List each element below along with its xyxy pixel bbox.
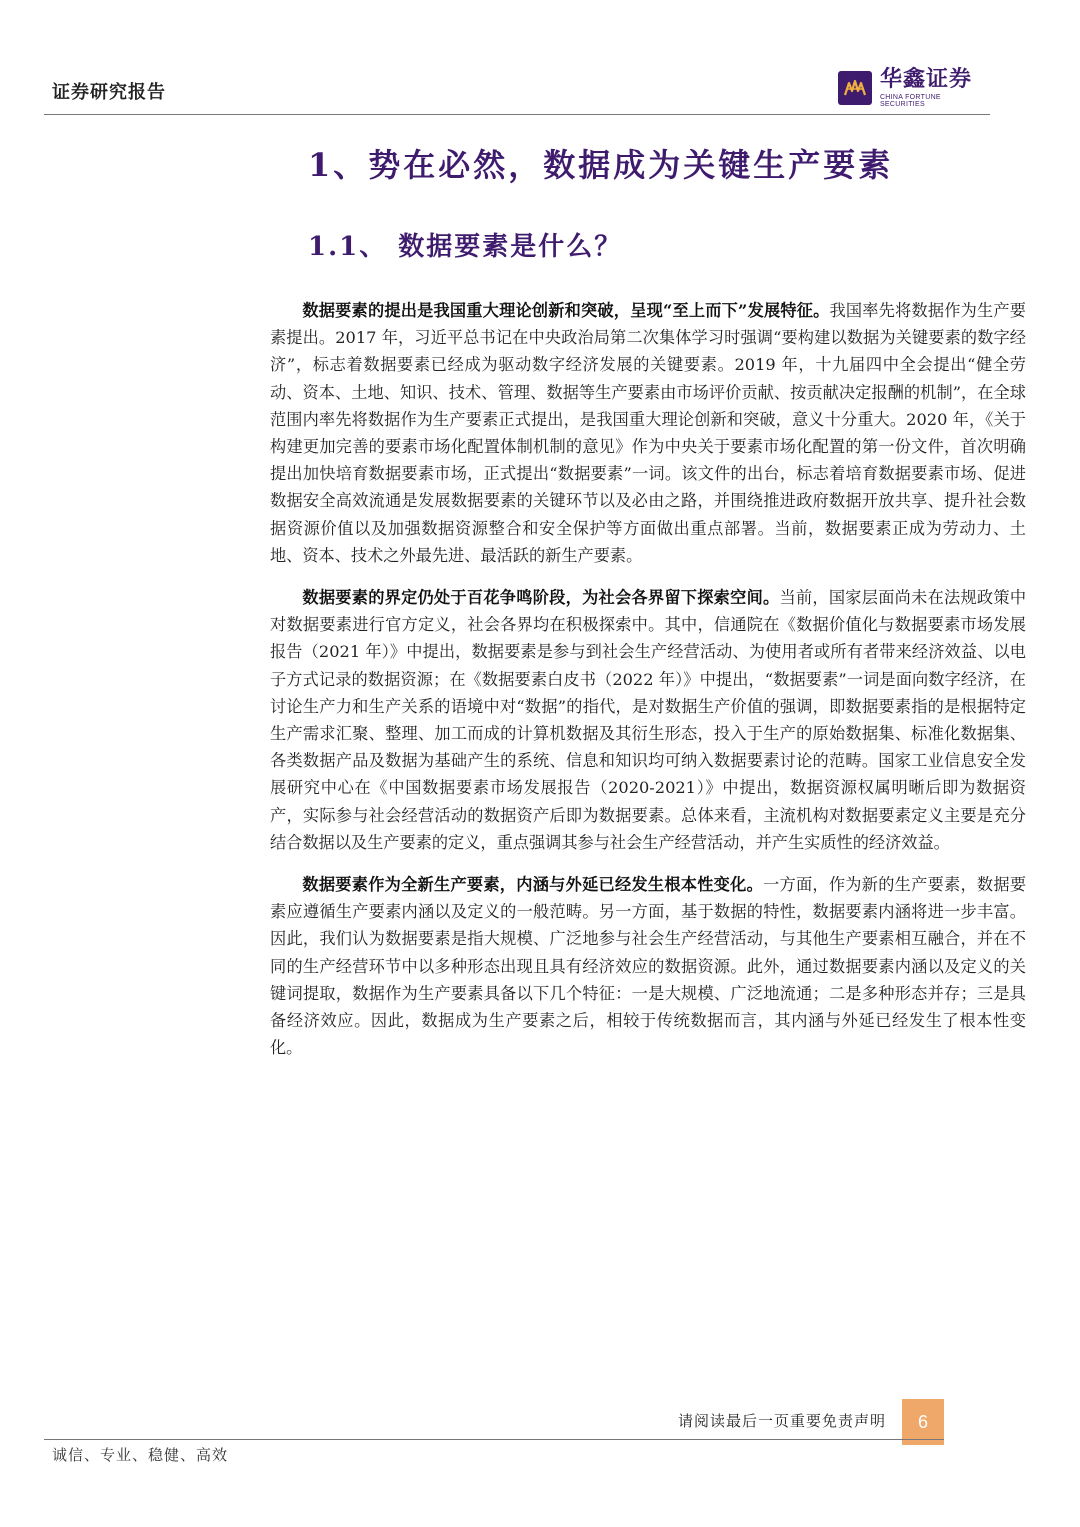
header-divider xyxy=(44,114,990,115)
body-text xyxy=(270,297,1026,1076)
paragraph-lead: 数据要素的界定仍处于百花争鸣阶段，为社会各界留下探索空间。 xyxy=(302,588,780,608)
paragraph-text: 一方面，作为新的生产要素，数据要素应遵循生产要素内涵以及定义的一般范畴。另一方面，基于数据的特性，数据要素内涵将进一步丰富。因此，我们认为数据要素是指大规模、广泛地参与社会生产经营活动，与其他生产要素相互融合，并在不同的生产经营环节中以多种形态出现且具有经济效应的数据资源。此外，通过数据要素内涵以及定义的关键词提取，数据作为生产要素具备以下几个特征：一是大规模、广泛地流通；二是多种形态并存；三是具备经济效应。因此，数据成为生产要素之后，相较于传统数据而言，其内涵与外延已经发生了根本性变化。 xyxy=(270,875,1027,1058)
subsection-heading: 1.1、 数据要素是什么？ xyxy=(308,232,623,262)
company-logo xyxy=(838,66,988,110)
paragraph xyxy=(270,871,1026,1061)
paragraph xyxy=(270,584,1026,856)
paragraph-text: 我国率先将数据作为生产要素提出。2017 年，习近平总书记在中央政治局第二次集体学习时强调“要构建以数据为关键要素的数字经济”，标志着数据要素已经成为驱动数字经济发展的关键要素。2019 年，十九届四中全会提出“健全劳动、资本、土地、知识、技术、管理、数据等生产要素由市场评价贡献、按贡献决定报酬的机制”，在全球范围内率先将数据作为生产要素正式提出，是我国重大理论创新和突破，意义十分重大。2020 年，《关于构建更加完善的要素市场化配置体制机制的意见》作为中央关于要素市场化配置的第一份文件，首次明确提出加快培育数据要素市场，正式提出“数据要素”一词。该文件的出台，标志着培育数据要素市场、促进数据安全高效流通是发展数据要素的关键环节以及必由之路，并围绕推进政府数据开放共享、提升社会数据资源价值以及加强数据资源整合和安全保护等方面做出重点部署。当前，数据要素正成为劳动力、土地、资本、技术之外最先进、最活跃的新生产要素。 xyxy=(270,301,1026,565)
page-number-badge: 6 xyxy=(902,1399,944,1445)
logo-chinese-name: 华鑫证券 xyxy=(879,67,972,92)
logo-mark-icon xyxy=(838,71,872,105)
company-motto: 诚信、专业、稳健、高效 xyxy=(52,1446,229,1464)
paragraph-lead: 数据要素作为全新生产要素，内涵与外延已经发生根本性变化。 xyxy=(302,875,764,895)
report-type-label: 证券研究报告 xyxy=(52,82,166,103)
disclaimer-link: 请阅读最后一页重要免责声明 xyxy=(678,1412,887,1430)
paragraph xyxy=(270,297,1026,569)
paragraph-lead: 数据要素的提出是我国重大理论创新和突破，呈现“至上而下”发展特征。 xyxy=(302,301,830,320)
footer-divider xyxy=(44,1439,944,1440)
paragraph-text: 当前，国家层面尚未在法规政策中对数据要素进行官方定义，社会各界均在积极探索中。其中，信通院在《数据价值化与数据要素市场发展报告（2021 年）》中提出，数据要素是参与到社会生产经营活动、为使用者或所有者带来经济效益、以电子方式记录的数据资源；在《数据要素白皮书（2022 年）》中提出，“数据要素”一词是面向数字经济，在讨论生产力和生产关系的语境中对“数据”的指代，是对数据生产价值的强调，即数据要素指的是根据特定生产需求汇聚、整理、加工而成的计算机数据及其衍生形态，投入于生产的原始数据集、标准化数据集、各类数据产品及数据为基础产生的系统、信息和知识均可纳入数据要素讨论的范畴。国家工业信息安全发展研究中心在《中国数据要素市场发展报告（2020-2021）》中提出，数据资源权属明晰后即为数据资产，实际参与社会经营活动的数据资产后即为数据要素。总体来看，主流机构对数据要素定义主要是充分结合数据以及生产要素的定义，重点强调其参与社会生产经营活动，并产生实质性的经济效益。 xyxy=(270,588,1027,852)
logo-english-name: CHINA FORTUNE SECURITIES xyxy=(879,94,941,108)
section-heading: 1、势在必然，数据成为关键生产要素 xyxy=(308,146,894,184)
